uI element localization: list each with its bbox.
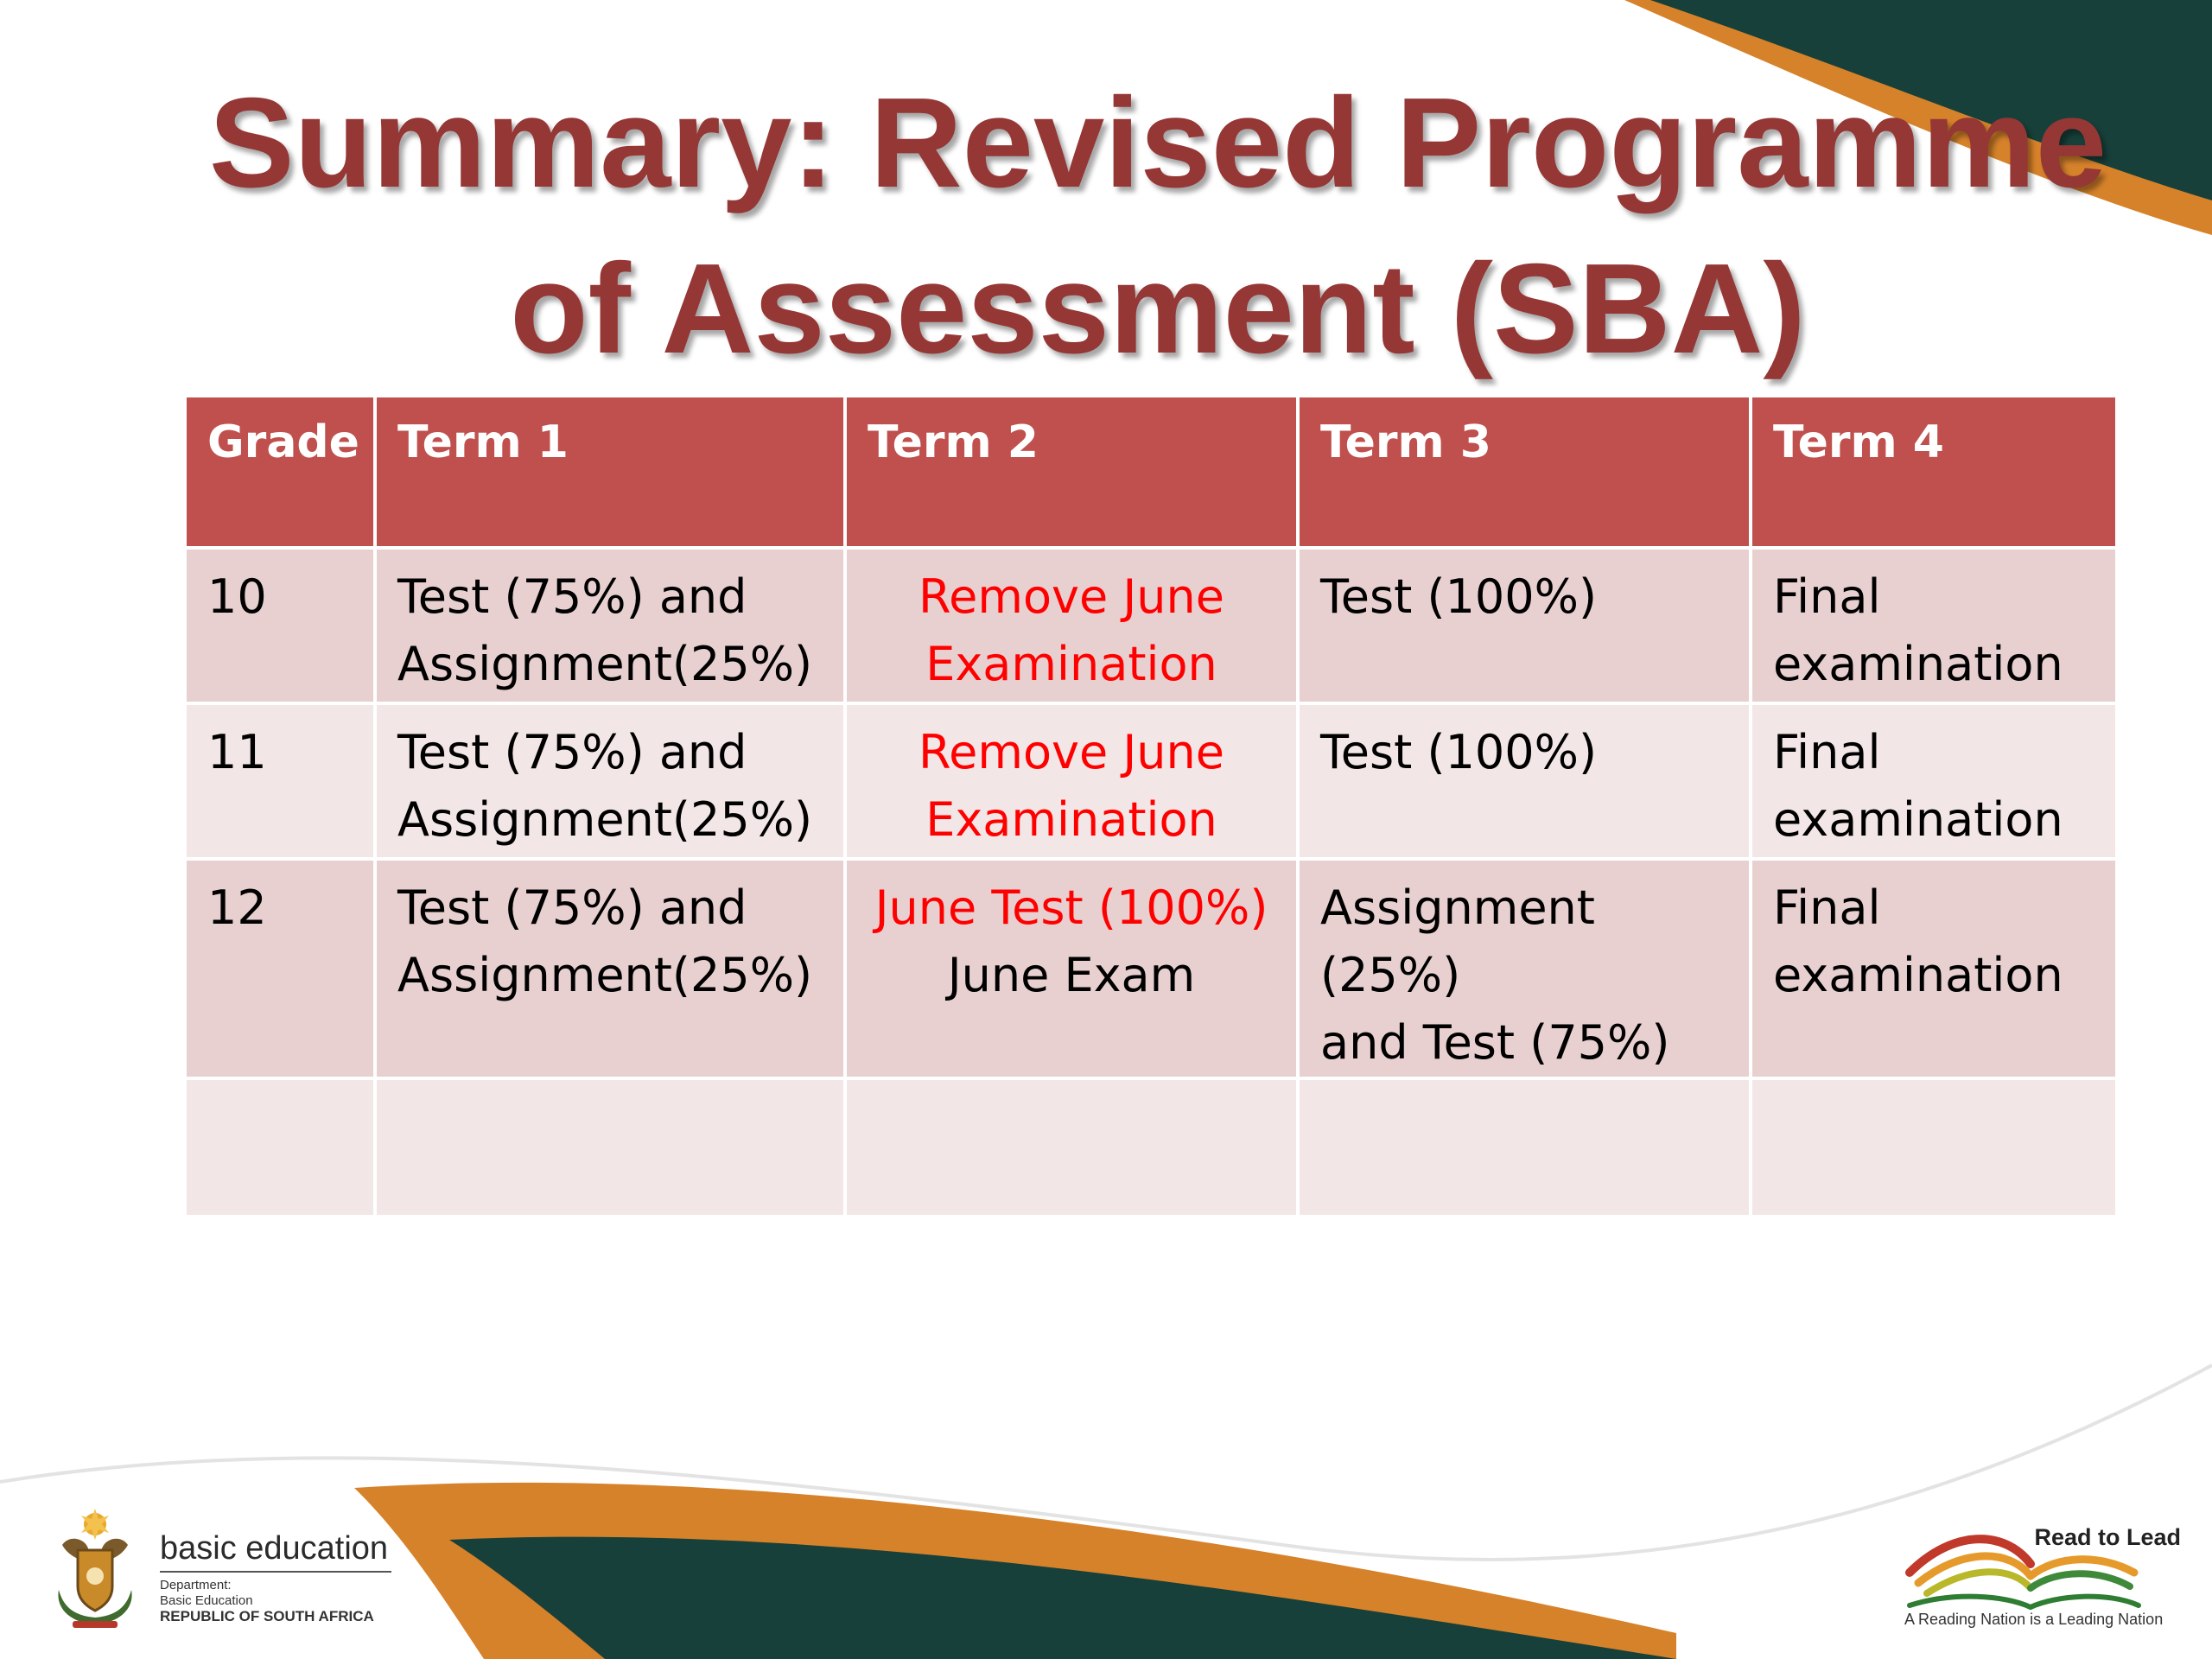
grade-cell: 10 [185,548,375,703]
empty-cell [185,1078,375,1217]
assessment-table [183,394,2119,1218]
term-2-highlight-line: June Test (100%) [874,880,1268,935]
term-1-line: Assignment(25%) [397,948,813,1002]
logo-department-name: Basic Education [160,1593,253,1608]
table-row-grade-11 [185,703,2117,859]
basic-education-logo [43,1503,406,1633]
header-term-2: Term 2 [845,396,1298,548]
term-4-line: Final [1773,725,1881,779]
term-4-cell [1751,548,2117,703]
logo-department-label: Department: [160,1578,232,1592]
term-3-line: Assignment (25%) [1320,880,1595,1002]
empty-cell [375,1078,845,1217]
term-2-highlight-line: Remove June [918,569,1224,624]
table-row-grade-10 [185,548,2117,703]
term-4-line: examination [1773,948,2063,1002]
header-grade: Grade [185,396,375,548]
term-2-highlight-line: Examination [925,637,1217,691]
term-1-cell [375,859,845,1078]
term-4-cell [1751,703,2117,859]
term-2-cell [845,703,1298,859]
slide-title-line-1: Summary: Revised Programme [208,72,2107,214]
term-3-cell [1298,703,1751,859]
read-to-lead-tagline: A Reading Nation is a Leading Nation [1904,1611,2164,1628]
grade-cell: 11 [185,703,375,859]
term-4-line: examination [1773,792,2063,847]
read-to-lead-title: Read to Lead [2034,1524,2181,1550]
term-4-cell [1751,859,2117,1078]
table-row-grade-12 [185,859,2117,1078]
term-4-line: examination [1773,637,2063,691]
term-4-line: Final [1773,569,1881,624]
coat-of-arms-icon [43,1503,147,1631]
term-2-line: June Exam [947,948,1196,1002]
logo-divider [160,1571,391,1573]
empty-cell [1751,1078,2117,1217]
term-1-line: Test (75%) and [397,880,747,935]
logo-country: REPUBLIC OF SOUTH AFRICA [160,1608,374,1624]
term-3-line: Test (100%) [1320,569,1598,624]
term-1-line: Assignment(25%) [397,792,813,847]
term-1-line: Test (75%) and [397,569,747,624]
term-4-line: Final [1773,880,1881,935]
read-to-lead-logo [1892,1503,2186,1650]
term-2-cell [845,548,1298,703]
term-1-cell [375,703,845,859]
logo-text-block [160,1529,391,1624]
term-2-cell [845,859,1298,1078]
table-row-empty [185,1078,2117,1217]
term-1-line: Assignment(25%) [397,637,813,691]
header-term-3: Term 3 [1298,396,1751,548]
empty-cell [845,1078,1298,1217]
header-term-4: Term 4 [1751,396,2117,548]
empty-cell [1298,1078,1751,1217]
term-3-line: and Test (75%) [1320,1015,1670,1070]
slide-title-line-2: of Assessment (SBA) [510,238,1806,380]
term-2-highlight-line: Remove June [918,725,1224,779]
term-1-line: Test (75%) and [397,725,747,779]
header-term-1: Term 1 [375,396,845,548]
term-2-highlight-line: Examination [925,792,1217,847]
term-1-cell [375,548,845,703]
grade-cell: 12 [185,859,375,1078]
term-3-cell [1298,859,1751,1078]
term-3-cell [1298,548,1751,703]
table-header-row [185,396,2117,548]
slide-title [104,60,2212,392]
term-3-line: Test (100%) [1320,725,1598,779]
logo-brand-text: basic education [160,1530,389,1567]
